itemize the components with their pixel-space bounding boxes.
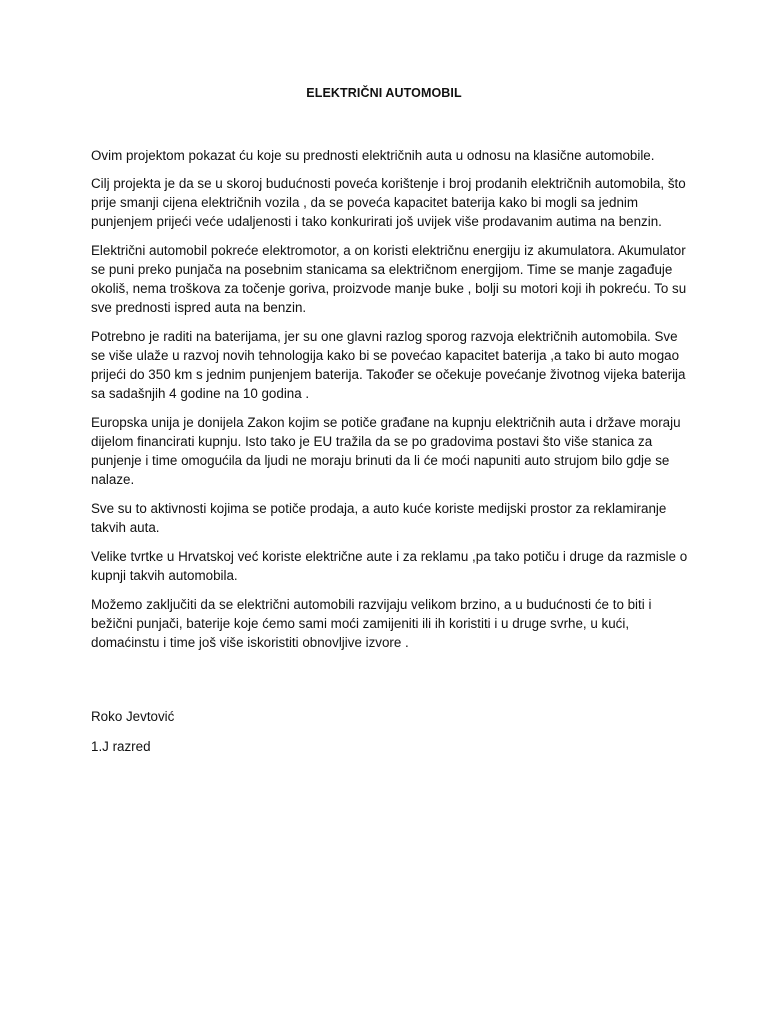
paragraph-goal: Cilj projekta je da se u skoroj budućnosti poveća korištenje i broj prodanih električnih automobila, što prije smanji cijena električnih vozila , da se poveća kapacitet baterija kako bi mogli sa jednim punjenjem prijeći veće udaljenosti i tako konkurirati još uvijek više prodavanim autima na benzin. xyxy=(91,176,686,229)
paragraph-motor: Električni automobil pokreće elektromotor, a on koristi električnu energiju iz akumulatora. Akumulator se puni preko punjača na posebnim stanicama sa električnom energijom. Time se manje zagađuje okoliš, nema troškova za točenje goriva, proizvode manje buke , bolji su motori koji ih pokreću. To su sve prednosti ispred auta na benzin. xyxy=(91,243,687,315)
paragraph-intro: Ovim projektom pokazat ću koje su prednosti električnih auta u odnosu na klasične automobile. xyxy=(91,148,655,163)
paragraph-batteries: Potrebno je raditi na baterijama, jer su one glavni razlog sporog razvoja električnih automobila. Sve se više ulaže u razvoj novih tehnologija kako bi se povećao kapacitet baterija ,a tako bi auto mogao prijeći do 350 km s jednim punjenjem baterija. Također se očekuje povećanje životnog vijeka baterija sa sadašnjih 4 godine na 10 godina . xyxy=(91,329,686,401)
document-body xyxy=(91,146,691,662)
document-title: ELEKTRIČNI AUTOMOBIL xyxy=(306,86,462,100)
class-label: 1.J razred xyxy=(91,739,151,754)
paragraph-sales: Sve su to aktivnosti kojima se potiče prodaja, a auto kuće koriste medijski prostor za reklamiranje takvih auta. xyxy=(91,501,667,535)
paragraph-eu-law: Europska unija je donijela Zakon kojim se potiče građane na kupnju električnih auta i države moraju dijelom financirati kupnju. Isto tako je EU tražila da se po gradovima postavi što više stanica za punjenje i time omogućila da ljudi ne moraju brinuti da li će moći napuniti auto strujom bilo gdje se nalaze. xyxy=(91,415,681,487)
paragraph-conclusion: Možemo zaključiti da se električni automobili razvijaju velikom brzino, a u budućnosti će to biti i bežični punjači, baterije koje ćemo sami moći zamijeniti ili ih koristiti i u druge svrhe, u kući, domaćinstu i time još više iskoristiti obnovljive izvore . xyxy=(91,597,652,650)
author-name: Roko Jevtović xyxy=(91,709,175,724)
paragraph-companies: Velike tvrtke u Hrvatskoj već koriste električne aute i za reklamu ,pa tako potiču i druge da razmisle o kupnji takvih automobila. xyxy=(91,549,688,583)
